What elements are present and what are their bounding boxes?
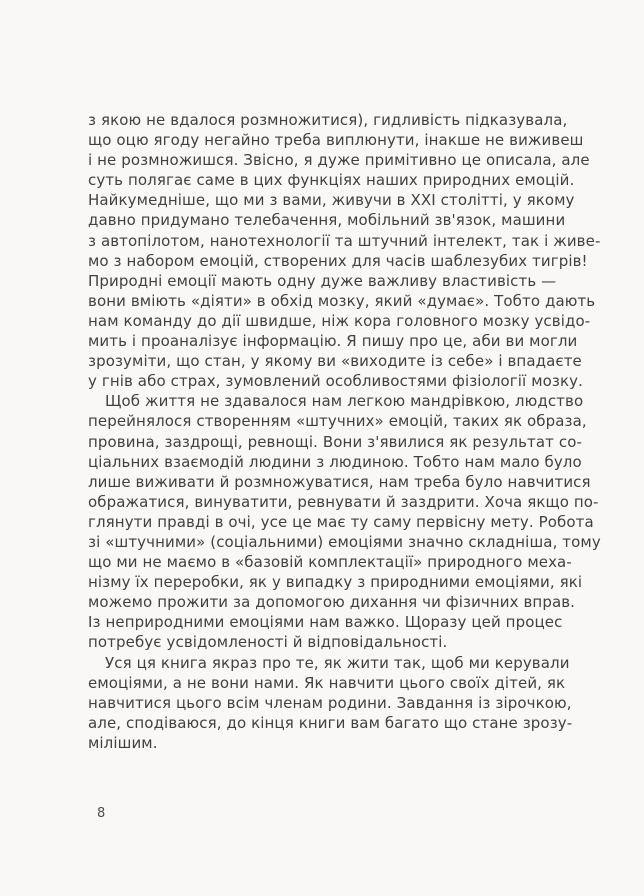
text-line: перейнялося створенням «штучних» емоцій, таких як образа, [88, 412, 587, 431]
text-line: навчитися цього всім членам родини. Завдання із зірочкою, [88, 693, 572, 712]
text-line: ображатися, винуватити, ревнувати й заздрити. Хоча якщо по- [88, 492, 599, 511]
text-line: Найкумедніше, що ми з вами, живучи в XXI столітті, у якому [88, 191, 575, 210]
text-line: нам команду до дії швидше, ніж кора головного мозку усвідо- [88, 311, 591, 330]
text-line: можемо прожити за допомогою дихання чи фізичних вправ. [88, 593, 576, 612]
text-line: потребує усвідомленості й відповідальності. [88, 633, 448, 652]
text-line: давно придумано телебачення, мобільний зв'язок, машини [88, 211, 566, 230]
text-line: що оцю ягоду негайно треба виплюнути, інакше не виживеш [88, 131, 584, 150]
page-number: 8 [97, 806, 106, 821]
text-line: з якою не вдалося розмножитися), гидливість підказувала, [88, 111, 568, 129]
text-line: емоціями, а не вони нами. Як навчити цього своїх дітей, як [88, 673, 566, 692]
text-line: вони вміють «діяти» в обхід мозку, який «думає». Тобто дають [88, 291, 596, 310]
paragraph [88, 653, 593, 753]
text-line: мо з набором емоцій, створених для часів шаблезубих тигрів! [88, 251, 588, 270]
text-line: Щоб життя не здавалося нам легкою мандрівкою, людство [105, 392, 584, 411]
text-line: Із неприродними емоціями нам важко. Щоразу цей процес [88, 613, 563, 632]
text-line: нізму їх переробки, як у випадку з природними емоціями, які [88, 573, 583, 592]
body-text [88, 110, 601, 753]
text-line: у гнів або страх, зумовлений особливостями фізіології мозку. [88, 372, 583, 391]
text-line: але, сподіваюся, до кінця книги вам багато що стане зрозу- [88, 713, 573, 732]
text-line: і не розмножишся. Звісно, я дуже примітивно це описала, але [88, 151, 590, 170]
text-line: зрозуміти, що стан, у якому ви «виходите із себе» і впадаєте [88, 352, 582, 371]
text-line: лише виживати й розмножуватися, нам треба було навчитися [88, 472, 591, 491]
paragraph [88, 391, 601, 652]
text-line: мілішим. [88, 733, 158, 752]
text-line: мить і проаналізує інформацію. Я пишу про це, аби ви могли [88, 332, 578, 351]
text-line: провина, заздрощі, ревнощі. Вони з'явилися як результат со- [88, 432, 583, 451]
text-line: глянути правді в очі, усе це має ту саму первісну мету. Робота [88, 512, 594, 531]
text-line: зі «штучними» (соціальними) емоціями значно складніша, тому [88, 532, 601, 551]
text-line: Природні емоції мають одну дуже важливу властивість — [88, 271, 557, 290]
text-line: ціальних взаємодій людини з людиною. Тобто нам мало було [88, 452, 582, 471]
text-line: Уся ця книга якраз про те, як жити так, щоб ми керували [105, 653, 570, 672]
text-line: суть полягає саме в цих функціях наших природних емоцій. [88, 171, 575, 190]
text-line: що ми не маємо в «базовій комплектації» природного меха- [88, 553, 572, 572]
paragraph [88, 110, 601, 391]
text-line: з автопілотом, нанотехнології та штучний інтелект, так і живе- [88, 231, 601, 250]
